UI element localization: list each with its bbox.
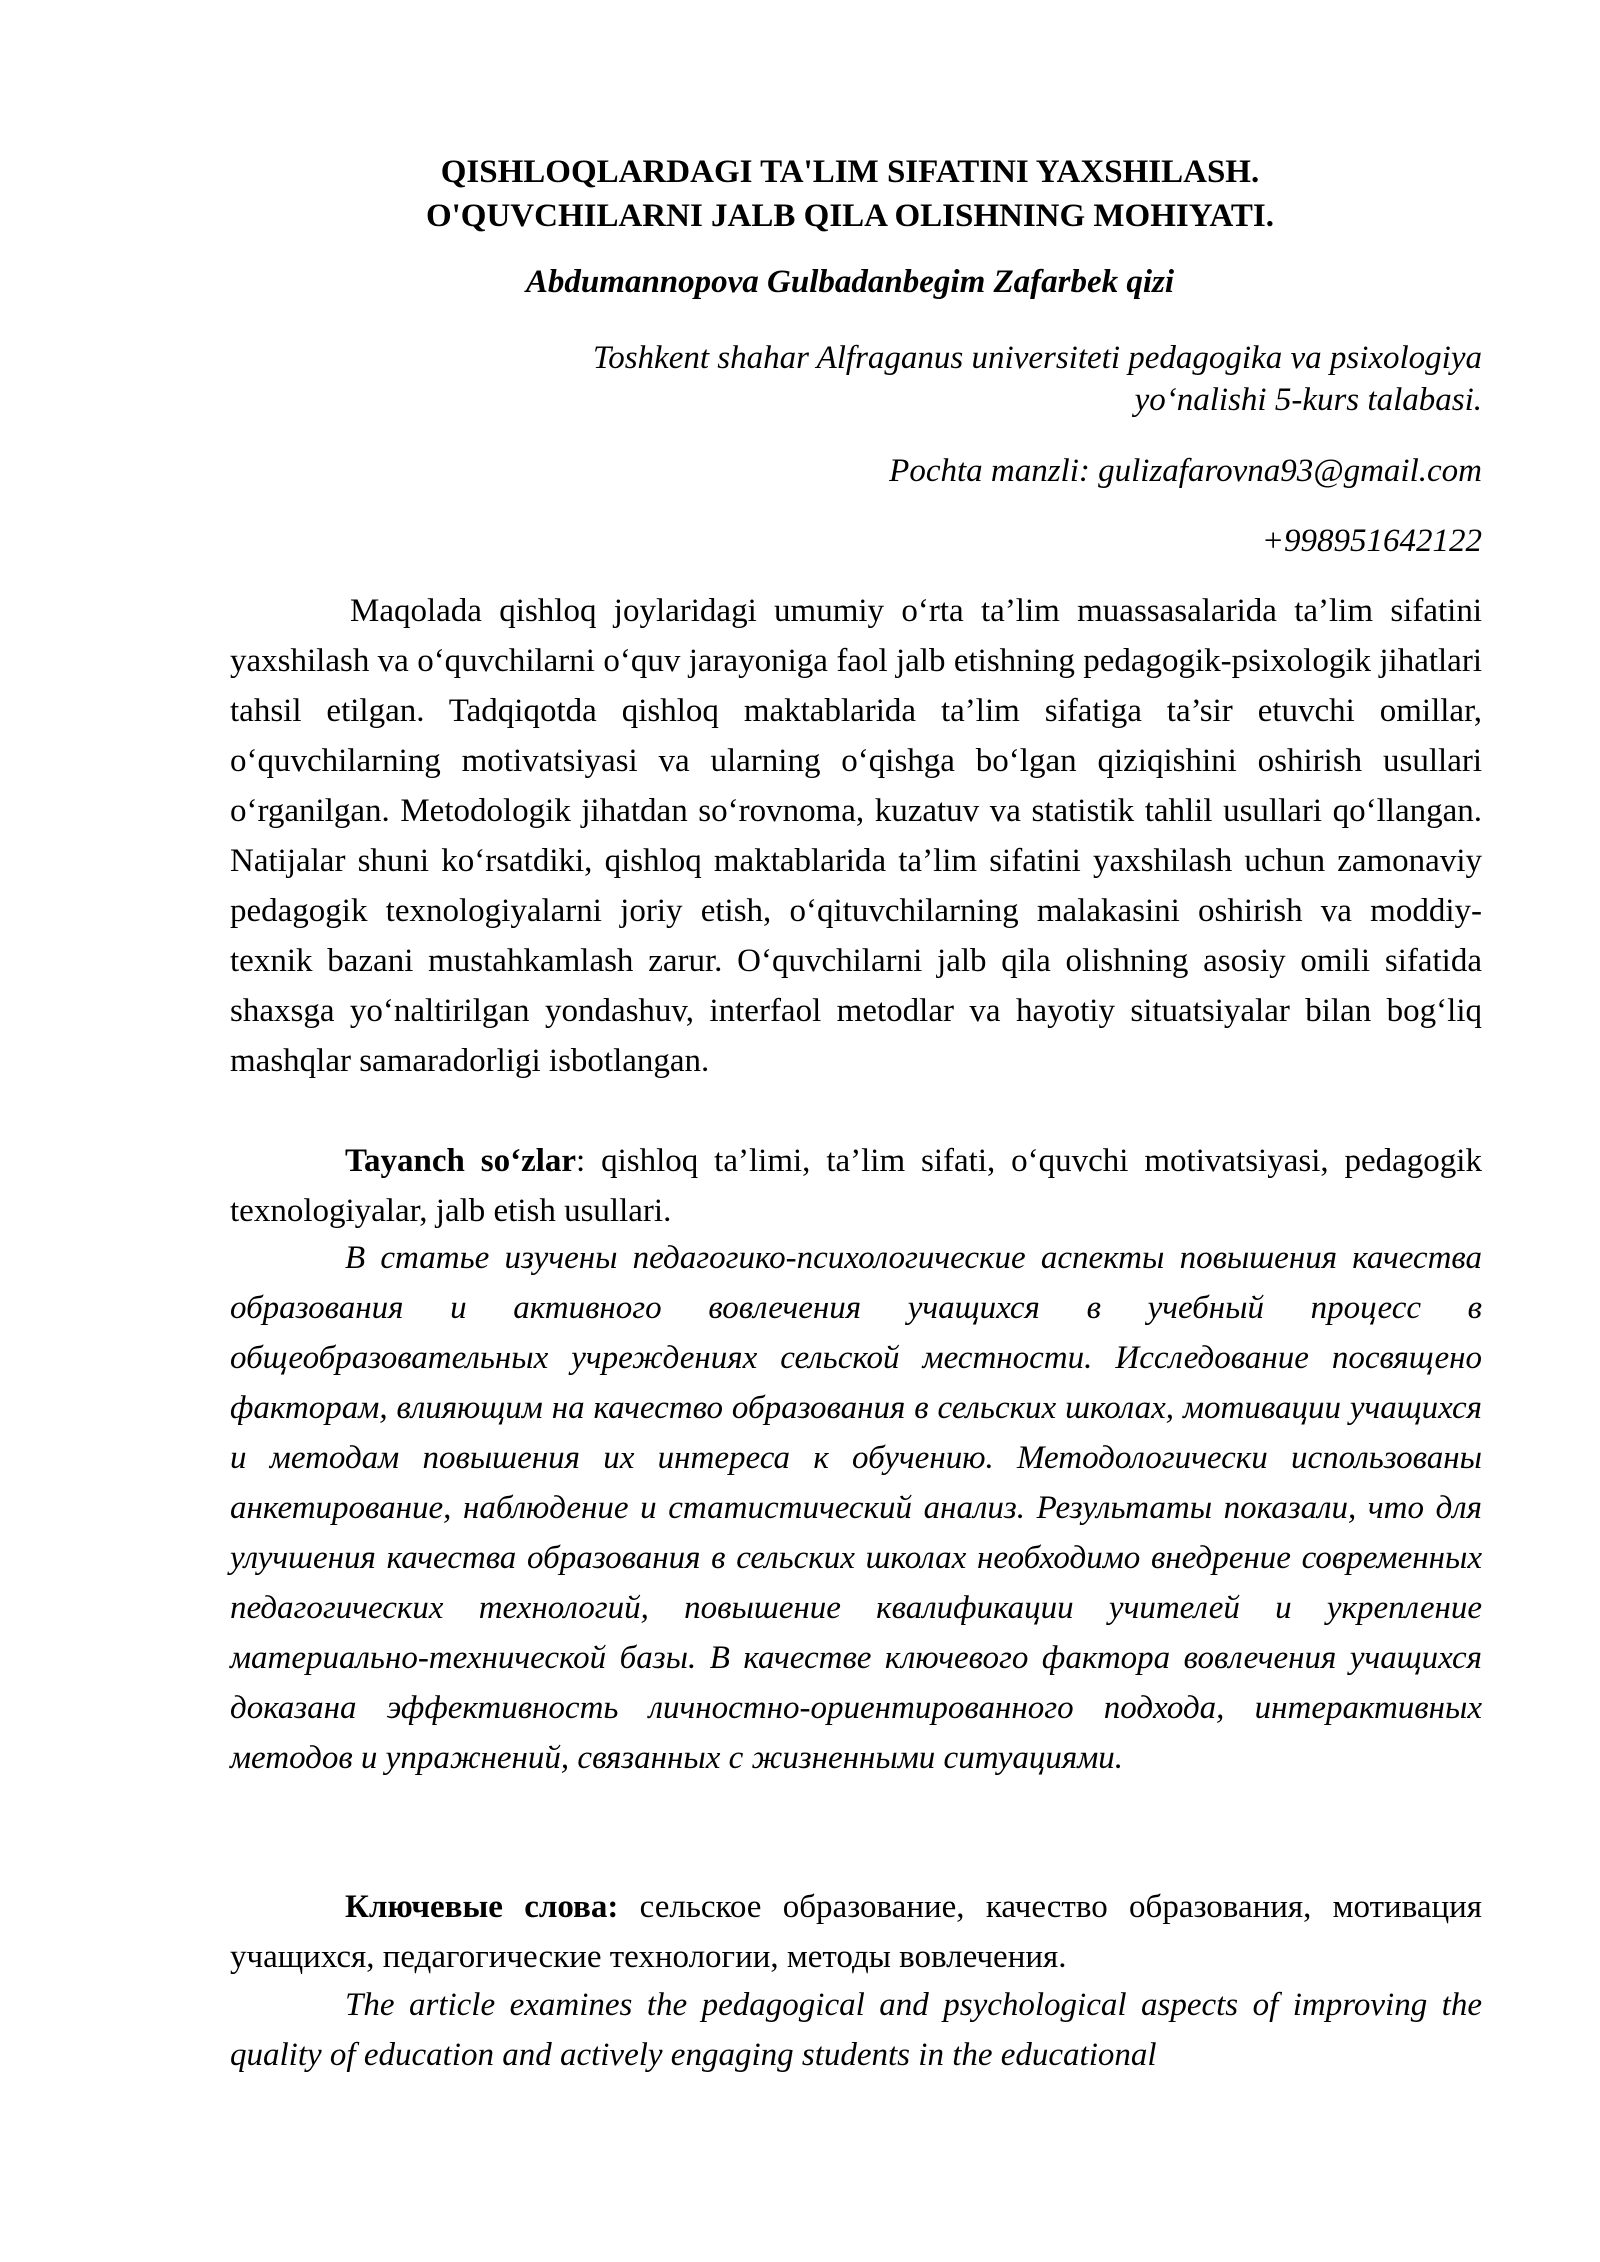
keywords-uzbek — [230, 1136, 1482, 1236]
author-name: Abdumannopova Gulbadanbegim Zafarbek qizi — [525, 264, 1175, 300]
paper-title-line-1: QISHLOQLARDAGI TA'LIM SIFATINI YAXSHILASH. — [440, 154, 1260, 190]
affiliation-line-2: yo‘nalishi 5-kurs talabasi. — [1134, 382, 1482, 418]
abstract-uzbek: Maqolada qishloq joylaridagi umumiy o‘rta ta’lim muassasalarida ta’lim sifatini yaxshilash va o‘quvchilarni o‘quv jarayoniga faol jalb etishning pedagogik-psixologik jihatlari tahsil etilgan. Tadqiqotda qishloq maktablarida ta’lim sifatiga ta’sir etuvchi omillar, o‘quvchilarning motivatsiyasi va ularning o‘qishga bo‘lgan qiziqishini oshirish usullari o‘rganilgan. Metodologik jihatdan so‘rovnoma, kuzatuv va statistik tahlil usullari qo‘llangan. Natijalar shuni ko‘rsatdiki, qishloq maktablarida ta’lim sifatini yaxshilash uchun zamonaviy pedagogik texnologiyalarni joriy etish, o‘qituvchilarning malakasini oshirish va moddiy-texnik bazani mustahkamlash zarur. O‘quvchilarni jalb qila olishning asosiy omili sifatida shaxsga yo‘naltirilgan yondashuv, interfaol metodlar va hayotiy situatsiyalar bilan bog‘liq mashqlar samaradorligi isbotlangan. — [230, 593, 1482, 1079]
author-phone: +998951642122 — [1261, 523, 1482, 559]
keywords-russian-text: сельское образование, качество образования, мотивация учащихся, педагогические технологии, методы вовлечения. — [230, 1889, 1482, 1975]
affiliation-line-1: Toshkent shahar Alfraganus universiteti pedagogika va psixologiya — [592, 340, 1482, 376]
keywords-russian-label: Ключевые слова: — [345, 1889, 619, 1925]
author-email: Pochta manzli: gulizafarovna93@gmail.com — [889, 453, 1482, 489]
keywords-russian — [230, 1882, 1482, 1982]
paper-title-line-2: O'QUVCHILARNI JALB QILA OLISHNING MOHIYATI. — [425, 198, 1275, 234]
abstract-english: The article examines the pedagogical and psychological aspects of improving the quality of education and actively engaging students in the educational — [230, 1987, 1482, 2073]
keywords-uzbek-text: : qishloq ta’limi, ta’lim sifati, o‘quvchi motivatsiyasi, pedagogik texnologiyalar, jalb etish usullari. — [230, 1143, 1482, 1229]
keywords-uzbek-label: Tayanch so‘zlar — [345, 1143, 577, 1179]
abstract-russian: В статье изучены педагогико-психологические аспекты повышения качества образования и активного вовлечения учащихся в учебный процесс в общеобразовательных учреждениях сельской местности. Исследование посвящено факторам, влияющим на качество образования в сельских школах, мотивации учащихся и методам повышения их интереса к обучению. Методологически использованы анкетирование, наблюдение и статистический анализ. Результаты показали, что для улучшения качества образования в сельских школах необходимо внедрение современных педагогических технологий, повышение квалификации учителей и укрепление материально-технической базы. В качестве ключевого фактора вовлечения учащихся доказана эффективность личностно-ориентированного подхода, интерактивных методов и упражнений, связанных с жизненными ситуациями. — [230, 1240, 1482, 1776]
